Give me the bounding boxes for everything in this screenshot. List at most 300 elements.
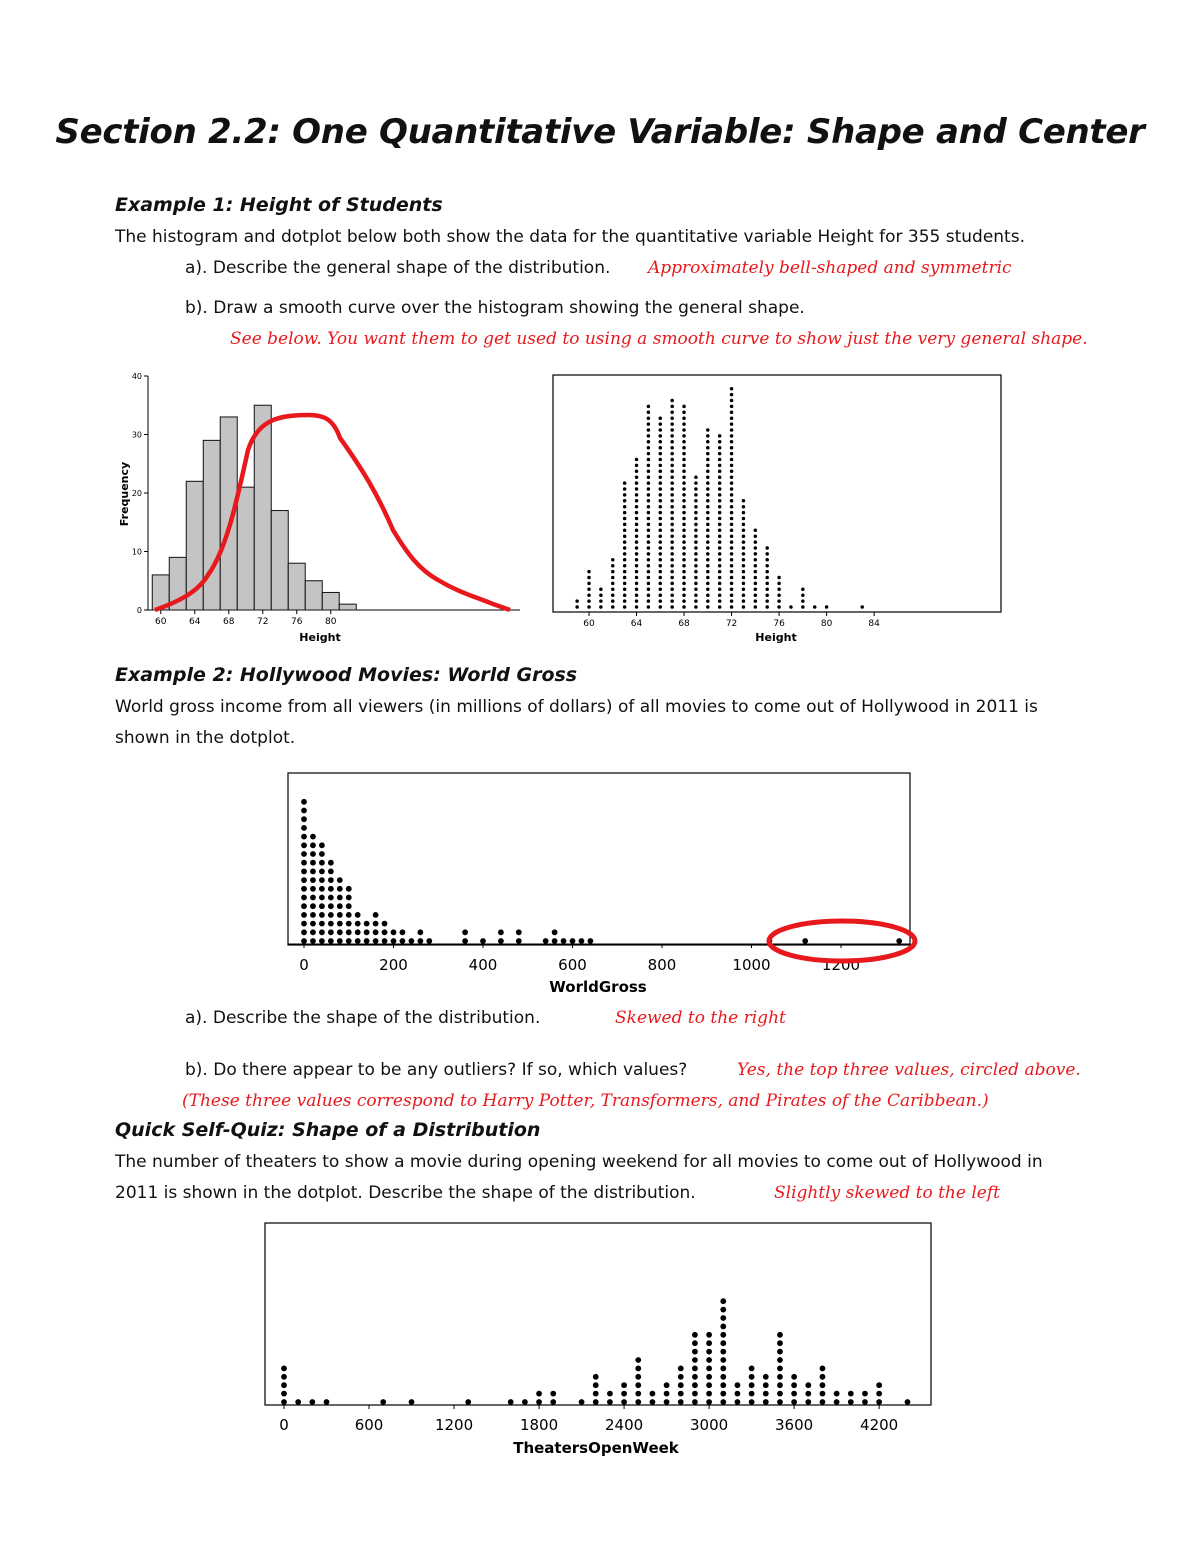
dot — [742, 593, 746, 597]
dot — [310, 851, 316, 857]
dot — [670, 605, 674, 609]
dot — [319, 903, 325, 909]
example2-note: (These three values correspond to Harry Potter, Transformers, and Pirates of the Caribbean.) — [182, 1091, 989, 1111]
dot — [749, 1399, 755, 1405]
dot — [730, 475, 734, 479]
dot — [635, 540, 639, 544]
dot — [391, 929, 397, 935]
dot — [820, 1374, 826, 1380]
dot — [498, 938, 504, 944]
dot — [706, 529, 710, 533]
dot — [682, 411, 686, 415]
dot — [328, 903, 334, 909]
dot — [635, 523, 639, 527]
dotplot-x-tick-label: 1000 — [732, 956, 771, 974]
dot — [382, 921, 388, 927]
dot — [310, 842, 316, 848]
dot — [635, 475, 639, 479]
dot — [670, 422, 674, 426]
dot — [611, 564, 615, 568]
dot — [706, 546, 710, 550]
dot — [820, 1391, 826, 1397]
dot — [635, 576, 639, 580]
dot — [730, 582, 734, 586]
dot — [682, 534, 686, 538]
dot — [593, 1399, 599, 1405]
dot — [670, 517, 674, 521]
dot — [730, 540, 734, 544]
dot — [328, 938, 334, 944]
dot — [659, 493, 663, 497]
dot — [706, 499, 710, 503]
dot — [876, 1399, 882, 1405]
dot — [670, 475, 674, 479]
quiz-line1: The number of theaters to show a movie during opening weekend for all movies to come out of Hollywood in — [115, 1152, 1043, 1172]
dot — [682, 505, 686, 509]
dot — [730, 428, 734, 432]
dot — [670, 593, 674, 597]
dot — [706, 452, 710, 456]
dot — [765, 558, 769, 562]
histogram-ylabel: Frequency — [118, 461, 131, 527]
dot — [801, 588, 805, 592]
dot — [678, 1391, 684, 1397]
dot — [659, 428, 663, 432]
dot — [319, 929, 325, 935]
dot — [682, 523, 686, 527]
dot — [670, 499, 674, 503]
dot — [789, 605, 793, 609]
dot — [763, 1399, 769, 1405]
dot — [670, 458, 674, 462]
dotplot-x-tick-label: 60 — [583, 619, 595, 629]
dot — [720, 1298, 726, 1304]
dot — [706, 1340, 712, 1346]
theaters-plot-area — [265, 1298, 931, 1434]
dot — [373, 912, 379, 918]
dot — [647, 452, 651, 456]
dot — [730, 511, 734, 514]
dot — [694, 546, 698, 550]
dot — [718, 582, 722, 586]
dotplot-x-tick-label: 68 — [678, 619, 690, 629]
dot — [659, 552, 663, 556]
dot — [670, 599, 674, 603]
example2-intro-line1: World gross income from all viewers (in millions of dollars) of all movies to come out of Hollywood in 2011 is — [115, 697, 1038, 717]
dot — [659, 499, 663, 503]
dot — [310, 921, 316, 927]
dot — [310, 938, 316, 944]
dot — [301, 799, 307, 805]
dot — [599, 593, 603, 597]
example2-heading: Example 2: Hollywood Movies: World Gross — [115, 664, 578, 686]
dot — [896, 938, 902, 944]
dot — [718, 523, 722, 527]
dot — [659, 529, 663, 533]
dot — [682, 599, 686, 603]
dot — [635, 552, 639, 556]
dot — [536, 1399, 542, 1405]
dot — [623, 599, 627, 603]
dot — [825, 605, 829, 609]
dot — [682, 511, 686, 514]
dot — [754, 588, 758, 592]
dot — [373, 929, 379, 935]
dot — [692, 1366, 698, 1372]
dot — [682, 558, 686, 562]
dot — [659, 523, 663, 527]
dot — [718, 487, 722, 491]
dot — [706, 552, 710, 556]
dot — [694, 475, 698, 479]
dot — [670, 487, 674, 491]
height-dotplot-plot-area — [553, 387, 1001, 629]
dot — [337, 929, 343, 935]
dot — [730, 416, 734, 420]
dot — [301, 886, 307, 892]
dot — [754, 540, 758, 544]
dotplot-x-tick-label: 200 — [379, 956, 408, 974]
dotplot-x-tick-label: 800 — [647, 956, 677, 974]
dot — [694, 499, 698, 503]
dot — [536, 1391, 542, 1397]
dot — [682, 452, 686, 456]
dot — [730, 558, 734, 562]
dot — [337, 903, 343, 909]
dot — [706, 1332, 712, 1338]
dot — [706, 446, 710, 450]
dot — [765, 605, 769, 609]
dot — [587, 582, 591, 586]
dot — [692, 1399, 698, 1405]
page-title: Section 2.2: One Quantitative Variable: Shape and Center — [55, 112, 1145, 152]
dot — [805, 1382, 811, 1388]
dot — [765, 599, 769, 603]
dotplot-x-tick-label: 1200 — [821, 956, 861, 974]
dot — [682, 464, 686, 468]
dot — [754, 570, 758, 574]
dot — [706, 576, 710, 580]
dot — [801, 599, 805, 603]
dot — [611, 605, 615, 609]
dot — [587, 605, 591, 609]
dot — [295, 1399, 301, 1405]
dot — [718, 552, 722, 556]
dot — [635, 593, 639, 597]
dot — [801, 605, 805, 609]
dot — [682, 529, 686, 533]
dot — [694, 505, 698, 509]
dot — [670, 464, 674, 468]
dotplot-frame — [288, 773, 910, 945]
dot — [730, 593, 734, 597]
example1-answer-b: See below. You want them to get used to using a smooth curve to show just the very general shape. — [230, 329, 1088, 349]
dot — [647, 446, 651, 450]
dot — [694, 511, 698, 514]
dot — [706, 599, 710, 603]
dot — [301, 921, 307, 927]
dot — [328, 912, 334, 918]
dot — [765, 576, 769, 580]
dot — [647, 470, 651, 474]
dot — [876, 1382, 882, 1388]
dot — [611, 593, 615, 597]
dot — [355, 938, 361, 944]
dot — [763, 1391, 769, 1397]
dot — [777, 605, 781, 609]
dot — [346, 929, 352, 935]
dot — [670, 564, 674, 568]
dot — [718, 481, 722, 485]
dot — [730, 552, 734, 556]
dot — [647, 487, 651, 491]
dot — [742, 534, 746, 538]
dot — [346, 938, 352, 944]
dot — [682, 517, 686, 521]
dot — [718, 599, 722, 603]
dot — [635, 1382, 641, 1388]
dot — [611, 582, 615, 586]
dot — [319, 921, 325, 927]
dot — [301, 842, 307, 848]
dot — [765, 582, 769, 586]
dot — [346, 895, 352, 901]
dot — [670, 523, 674, 527]
dot — [777, 1340, 783, 1346]
dot — [730, 458, 734, 462]
dot — [647, 499, 651, 503]
dot — [718, 529, 722, 533]
dot — [820, 1382, 826, 1388]
dot — [692, 1391, 698, 1397]
histogram-bar — [339, 604, 356, 610]
dot — [706, 517, 710, 521]
dot — [730, 576, 734, 580]
dot — [659, 511, 663, 514]
dot — [905, 1399, 911, 1405]
dot — [730, 405, 734, 409]
dot — [659, 605, 663, 609]
dot — [659, 534, 663, 538]
dot — [706, 1374, 712, 1380]
dot — [635, 1374, 641, 1380]
dot — [718, 593, 722, 597]
histogram-bar — [305, 581, 322, 610]
dot — [647, 422, 651, 426]
dot — [670, 570, 674, 574]
dot — [364, 921, 370, 927]
dot — [516, 929, 522, 935]
dot — [659, 517, 663, 521]
dot — [664, 1382, 670, 1388]
dot — [659, 481, 663, 485]
dot — [730, 505, 734, 509]
dot — [635, 558, 639, 562]
histogram-bar — [288, 563, 305, 610]
dot — [718, 505, 722, 509]
dot — [735, 1391, 741, 1397]
dot — [694, 558, 698, 562]
dot — [706, 505, 710, 509]
dot — [623, 576, 627, 580]
dotplot-x-tick-label: 3600 — [775, 1416, 814, 1434]
dot — [659, 422, 663, 426]
dot — [730, 393, 734, 397]
dot — [607, 1399, 613, 1405]
dot — [694, 540, 698, 544]
dot — [742, 605, 746, 609]
dot — [319, 886, 325, 892]
dot — [848, 1399, 854, 1405]
dot — [647, 458, 651, 462]
dot — [706, 570, 710, 574]
dot — [647, 605, 651, 609]
dot — [391, 938, 397, 944]
dot — [587, 570, 591, 574]
dot — [694, 523, 698, 527]
dot — [623, 582, 627, 586]
dot — [587, 599, 591, 603]
dot — [730, 493, 734, 497]
histogram-bar — [322, 592, 339, 610]
dot — [575, 605, 579, 609]
dot — [281, 1391, 287, 1397]
dotplot-x-tick-label: 1200 — [434, 1416, 474, 1434]
dot — [508, 1399, 514, 1405]
dot — [301, 851, 307, 857]
dot — [310, 895, 316, 901]
dot — [647, 440, 651, 444]
dot — [720, 1357, 726, 1363]
dot — [720, 1391, 726, 1397]
dot — [659, 446, 663, 450]
dot — [301, 825, 307, 831]
dot — [718, 564, 722, 568]
dotplot-x-tick-label: 3000 — [690, 1416, 729, 1434]
dot — [765, 552, 769, 556]
dot — [706, 481, 710, 485]
dot — [777, 1366, 783, 1372]
dot — [678, 1374, 684, 1380]
dot — [310, 877, 316, 883]
dot — [706, 511, 710, 514]
histogram-y-tick-label: 20 — [131, 489, 142, 498]
dot — [670, 481, 674, 485]
dot — [635, 546, 639, 550]
dot — [659, 540, 663, 544]
dot — [417, 938, 423, 944]
dot — [742, 576, 746, 580]
dot — [730, 517, 734, 521]
dot — [730, 387, 734, 391]
dot — [670, 493, 674, 497]
dot — [694, 487, 698, 491]
dot — [718, 493, 722, 497]
dot — [765, 593, 769, 597]
dot — [694, 517, 698, 521]
dot — [647, 411, 651, 415]
dot — [647, 582, 651, 586]
worldgross-xlabel: WorldGross — [549, 978, 647, 996]
dot — [623, 511, 627, 514]
dot — [730, 564, 734, 568]
dot — [670, 505, 674, 509]
dot — [647, 564, 651, 568]
dot — [682, 605, 686, 609]
histogram-y-tick-label: 40 — [131, 372, 142, 381]
dot — [777, 588, 781, 592]
dot — [516, 938, 522, 944]
dotplot-x-tick-label: 600 — [558, 956, 587, 974]
dot — [650, 1391, 656, 1397]
dot — [682, 493, 686, 497]
dot — [682, 416, 686, 420]
dot — [607, 1391, 613, 1397]
dot — [718, 499, 722, 503]
dot — [742, 552, 746, 556]
dot — [550, 1399, 556, 1405]
dot — [647, 588, 651, 592]
dot — [670, 399, 674, 403]
dot — [623, 523, 627, 527]
dot — [623, 564, 627, 568]
dot — [682, 576, 686, 580]
example2-answer-a: Skewed to the right — [615, 1008, 786, 1028]
dot — [777, 599, 781, 603]
example1-question-b: b). Draw a smooth curve over the histogram showing the general shape. — [185, 298, 805, 318]
dot — [409, 1399, 415, 1405]
dotplot-x-tick-label: 4200 — [860, 1416, 899, 1434]
dot — [593, 1391, 599, 1397]
dot — [587, 576, 591, 580]
dot — [310, 886, 316, 892]
dot — [754, 552, 758, 556]
dot — [694, 605, 698, 609]
dot — [382, 929, 388, 935]
dot — [791, 1374, 797, 1380]
dot — [550, 1391, 556, 1397]
dot — [373, 921, 379, 927]
dot — [718, 517, 722, 521]
dotplot-x-tick-label: 84 — [868, 619, 880, 629]
dot — [522, 1399, 528, 1405]
dot — [623, 552, 627, 556]
histogram-bar — [271, 511, 288, 610]
dotplot-x-tick-label: 80 — [820, 619, 833, 629]
dot — [570, 938, 576, 944]
dot — [718, 576, 722, 580]
dot — [730, 599, 734, 603]
dot — [552, 938, 558, 944]
dot — [462, 938, 468, 944]
dot — [670, 576, 674, 580]
dot — [621, 1399, 627, 1405]
dot — [706, 1366, 712, 1372]
dot — [599, 605, 603, 609]
dot — [319, 912, 325, 918]
dot — [694, 564, 698, 568]
dot — [647, 534, 651, 538]
dot — [635, 588, 639, 592]
dot — [328, 921, 334, 927]
dot — [281, 1374, 287, 1380]
dot — [647, 523, 651, 527]
dot — [694, 534, 698, 538]
dot — [409, 938, 415, 944]
dotplot-x-tick-label: 76 — [773, 619, 785, 629]
dot — [301, 929, 307, 935]
dot — [682, 546, 686, 550]
